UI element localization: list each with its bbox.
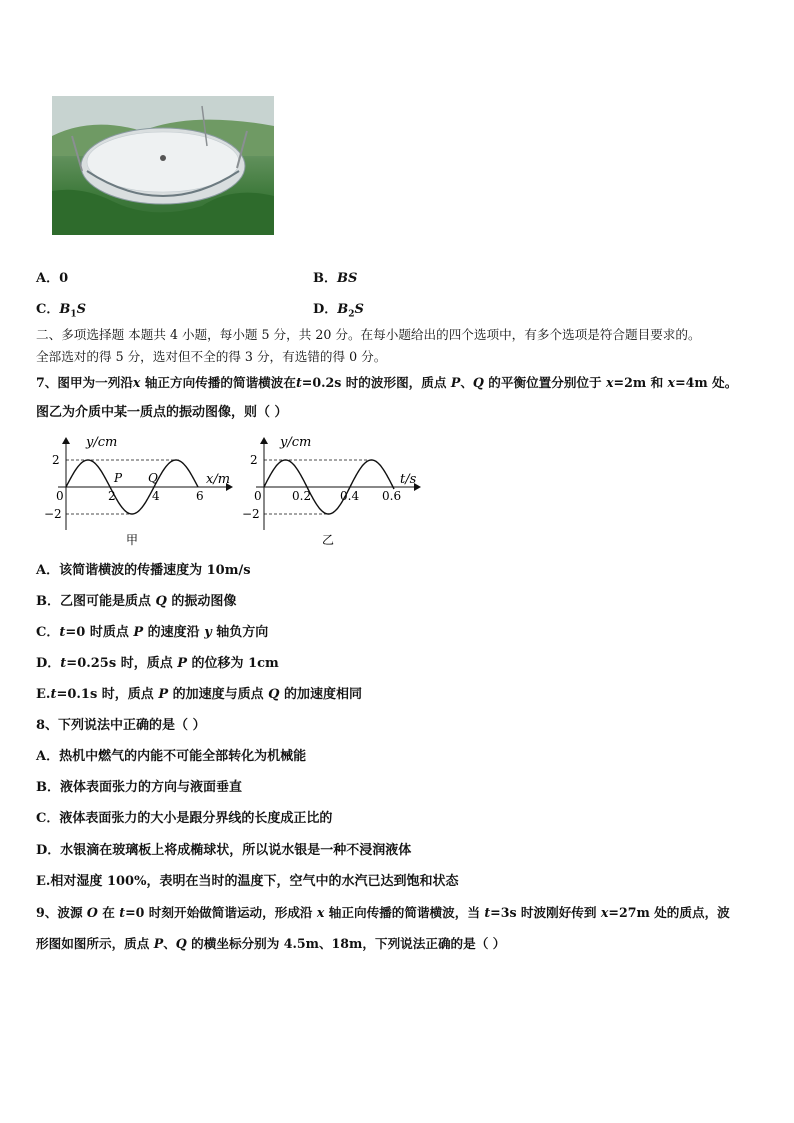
q8-option-c: C．液体表面张力的大小是跟分界线的长度成正比的 (36, 811, 333, 826)
jia-ytick-top: 2 (52, 453, 60, 467)
yi-caption: 乙 (322, 533, 335, 547)
q6-option-b: B．BS (313, 271, 358, 286)
jia-xlabel: x/m (206, 472, 231, 487)
jia-ytick-bottom: −2 (44, 507, 62, 521)
q8-option-b: B．液体表面张力的方向与液面垂直 (36, 780, 242, 795)
q6-option-c: C．$B_1S$ (36, 302, 87, 320)
graph-jia (40, 428, 240, 548)
q7-stem-line2: 图乙为介质中某一质点的振动图像，则（ ） (36, 405, 288, 420)
q8-option-e: E.相对湿度 100%，表明在当时的温度下，空气中的水汽已达到饱和状态 (36, 874, 459, 889)
yi-xtick-0.2: 0.2 (292, 489, 312, 503)
telescope-illustration (52, 96, 274, 235)
section2-line2: 全部选对的得 5 分，选对但不全的得 3 分，有选错的得 0 分。 (36, 349, 387, 364)
q6-option-d: D．$B_2S$ (313, 302, 364, 320)
jia-caption: 甲 (126, 533, 139, 547)
yi-ytick-bottom: −2 (242, 507, 260, 521)
q8-stem: 8、下列说法中正确的是（ ） (36, 718, 206, 733)
graph-yi (236, 428, 436, 548)
q7-option-c: C．t=0 时质点 P 的速度沿 y 轴负方向 (36, 625, 269, 640)
q7-option-b: B．乙图可能是质点 Q 的振动图像 (36, 594, 237, 609)
q9-stem-line1: 9、波源 O 在 t=0 时刻开始做简谐运动，形成沿 x 轴正向传播的简谐横波，当 t=3s 时波刚好传到 x=27m 处的质点，波 (36, 905, 730, 920)
jia-xtick-4: 4 (152, 489, 160, 503)
yi-xtick-0.4: 0.4 (340, 489, 360, 503)
q6-option-a: A．0 (36, 271, 69, 286)
jia-ylabel: y/cm (86, 435, 118, 450)
yi-ylabel: y/cm (280, 435, 312, 450)
yi-origin: 0 (254, 489, 262, 503)
yi-ytick-top: 2 (250, 453, 258, 467)
q8-option-a: A．热机中燃气的内能不可能全部转化为机械能 (36, 749, 307, 764)
yi-xtick-0.6: 0.6 (382, 489, 402, 503)
q7-stem-line1: 7、图甲为一列沿x 轴正方向传播的简谐横波在t=0.2s 时的波形图，质点 P、Q 的平衡位置分别位于 x=2m 和 x=4m 处。 (36, 375, 738, 390)
yi-xlabel: t/s (400, 472, 417, 487)
section2-line1: 二、多项选择题 本题共 4 小题，每小题 5 分，共 20 分。在每小题给出的四个选项中，有多个选项是符合题目要求的。 (36, 327, 701, 342)
q7-option-e: E.t=0.1s 时，质点 P 的加速度与质点 Q 的加速度相同 (36, 687, 363, 702)
q7-option-d: D．t=0.25s 时，质点 P 的位移为 1cm (36, 656, 279, 671)
jia-point-q: Q (148, 471, 158, 485)
q7-option-a: A．该简谐横波的传播速度为 10m/s (36, 563, 251, 578)
q8-option-d: D．水银滴在玻璃板上将成椭球状，所以说水银是一种不浸润液体 (36, 843, 412, 858)
telescope-photo (52, 96, 274, 235)
jia-point-p: P (114, 471, 123, 485)
q9-stem-line2: 形图如图所示，质点 P、Q 的横坐标分别为 4.5m、18m，下列说法正确的是（ ） (36, 936, 506, 951)
jia-xtick-2: 2 (108, 489, 116, 503)
jia-xtick-6: 6 (196, 489, 204, 503)
jia-origin: 0 (56, 489, 64, 503)
